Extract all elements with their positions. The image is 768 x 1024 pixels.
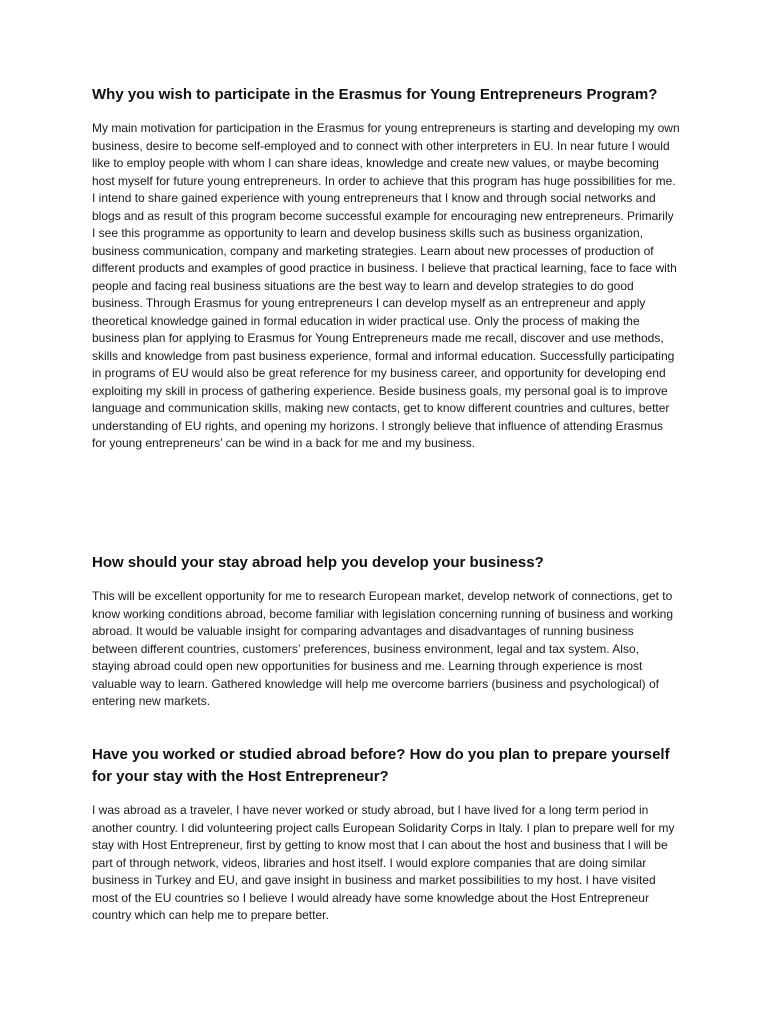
section-abroad-experience xyxy=(92,744,680,925)
answer-paragraph: I was abroad as a traveler, I have never worked or study abroad, but I have lived for a long term period in another country. I did volunteering project calls European Solidarity Corps in Italy. I plan to prepare well for my stay with Host Entrepreneur, first by getting to know most that I can about the host and business that I will be part of through network, videos, libraries and host itself. I would explore companies that are doing similar business in Turkey and EU, and gave insight in business and market possibilities to my host. I have visited most of the EU countries so I believe I would already have some knowledge about the Host Entrepreneur country which can help me to prepare better. xyxy=(92,803,675,922)
question-heading: How should your stay abroad help you develop your business? xyxy=(92,554,544,571)
answer-paragraph: This will be excellent opportunity for me to research European market, develop network of connections, get to know working conditions abroad, become familiar with legislation concerning running of business and working abroad. It would be valuable insight for comparing advantages and disadvantages of running business between different countries, customers’ preferences, business environment, legal and tax system. Also, staying abroad could open new opportunities for business and me. Learning through experience is most valuable way to learn. Gathered knowledge will help me overcome barriers (business and psychological) of entering new markets. xyxy=(92,589,673,708)
answer-paragraph: My main motivation for participation in the Erasmus for young entrepreneurs is starting and developing my own business, desire to become self-employed and to connect with other interpreters in EU. In near future I would like to employ people with whom I can share ideas, knowledge and create new values, or maybe becoming host myself for future young entrepreneurs. In order to achieve that this program has huge possibilities for me. I intend to share gained experience with young entrepreneurs that I know and through social networks and blogs and as result of this program become successful example for encouraging new entrepreneurs. Primarily I see this programme as opportunity to learn and develop business skills such as business organization, business communication, company and marketing strategies. Learn about new processes of production of different products and examples of good practice in business. I believe that practical learning, face to face with people and facing real business situations are the best way to learn and develop strategies to do good business. Through Erasmus for young entrepreneurs I can develop myself as an entrepreneur and apply theoretical knowledge gained in formal education in wider practical use. Only the process of making the business plan for applying to Erasmus for Young Entrepreneurs made me recall, discover and use methods, skills and knowledge from past business experience, formal and informal education. Successfully participating in programs of EU would also be great reference for my business career, and opportunity for developing end exploiting my skill in process of gathering experience. Beside business goals, my personal goal is to improve language and communication skills, making new contacts, get to know different countries and cultures, better understanding of EU rights, and opening my horizons. I strongly believe that influence of attending Erasmus for young entrepreneurs’ can be wind in a back for me and my business. xyxy=(92,121,680,450)
section-business-development xyxy=(92,552,680,711)
question-heading: Why you wish to participate in the Erasmus for Young Entrepreneurs Program? xyxy=(92,86,658,103)
section-participation-motivation xyxy=(92,84,680,453)
question-heading: Have you worked or studied abroad before? How do you plan to prepare yourself for your stay with the Host Entrepreneur? xyxy=(92,746,670,785)
